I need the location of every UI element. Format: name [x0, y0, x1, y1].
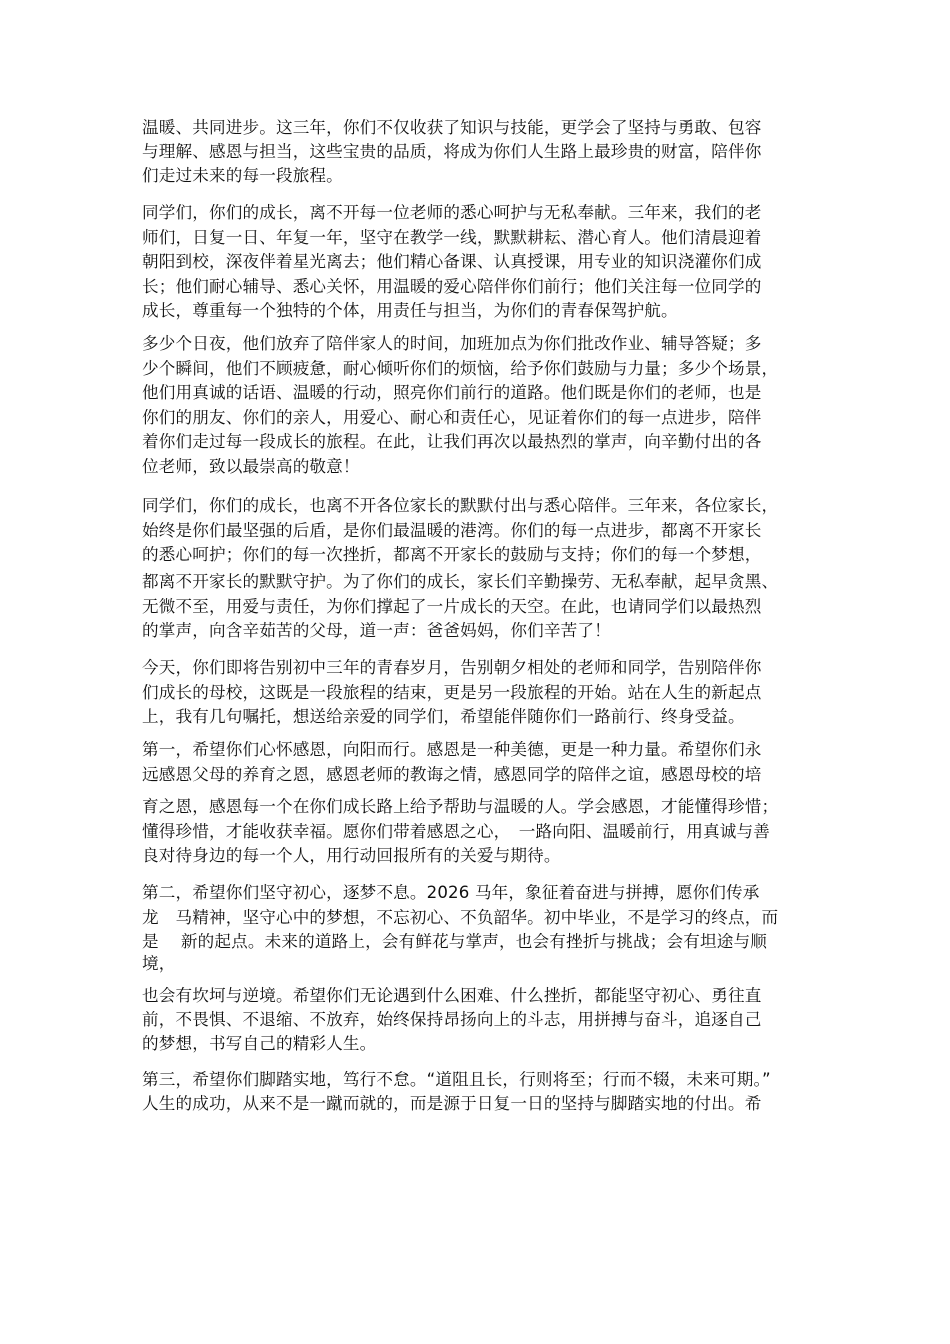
text-line: 长；他们耐心辅导、悉心关怀，用温暖的爱心陪伴你们前行；他们关注每一位同学的: [142, 277, 762, 296]
text-line: 同学们，你们的成长，离不开每一位老师的悉心呵护与无私奉献。三年来，我们的老: [142, 203, 762, 222]
text-line: 人生的成功，从来不是一蹴而就的，而是源于日复一日的坚持与脚踏实地的付出。希: [142, 1094, 762, 1113]
text-line: 的悉心呵护；你们的每一次挫折，都离不开家长的鼓励与支持；你们的每一个梦想，: [142, 545, 762, 564]
text-line: 远感恩父母的养育之恩，感恩老师的教诲之情，感恩同学的陪伴之谊，感恩母校的培: [142, 765, 762, 784]
text-line: 前，不畏惧、不退缩、不放弃，始终保持昂扬向上的斗志，用拼搏与奋斗，追逐自己: [142, 1010, 762, 1029]
text-line: 同学们，你们的成长，也离不开各位家长的默默付出与悉心陪伴。三年来，各位家长，: [142, 496, 779, 515]
text-line: 你们的朋友、你们的亲人，用爱心、耐心和责任心，见证着你们的每一点进步，陪伴: [142, 408, 762, 427]
text-line: 今天，你们即将告别初中三年的青春岁月，告别朝夕相处的老师和同学，告别陪伴你: [142, 658, 762, 677]
text-line: 始终是你们最坚强的后盾，是你们最温暖的港湾。你们的每一点进步，都离不开家长: [142, 521, 762, 540]
text-line: 他们用真诚的话语、温暖的行动，照亮你们前行的道路。他们既是你们的老师，也是: [142, 383, 762, 402]
text-line: 成长，尊重每一个独特的个体，用责任与担当，为你们的青春保驾护航。: [142, 301, 678, 320]
text-line: 们成长的母校，这既是一段旅程的结束，更是另一段旅程的开始。站在人生的新起点: [142, 683, 762, 702]
text-line: 的掌声，向含辛茹苦的父母，道一声：爸爸妈妈，你们辛苦了！: [142, 621, 611, 640]
text-line: 着你们走过每一段成长的旅程。在此，让我们再次以最热烈的掌声，向辛勤付出的各: [142, 432, 762, 451]
text-line: 与理解、感恩与担当，这些宝贵的品质，将成为你们人生路上最珍贵的财富，陪伴你: [142, 142, 762, 161]
text-line: 第三，希望你们脚踏实地，笃行不怠。“道阻且长，行则将至；行而不辍，未来可期。”: [142, 1070, 771, 1089]
text-line: 龙 马精神，坚守心中的梦想，不忘初心、不负韶华。初中毕业，不是学习的终点，而: [142, 908, 779, 927]
text-line: 是 新的起点。未来的道路上，会有鲜花与掌声，也会有挫折与挑战；会有坦途与顺: [142, 932, 767, 951]
text-line: 无微不至，用爱与责任，为你们撑起了一片成长的天空。在此，也请同学们以最热烈: [142, 597, 762, 616]
text-line: 的梦想，书写自己的精彩人生。: [142, 1034, 377, 1053]
text-line: 上，我有几句嘱托，想送给亲爱的同学们，希望能伴随你们一路前行、终身受益。: [142, 707, 745, 726]
text-line: 温暖、共同进步。这三年，你们不仅收获了知识与技能，更学会了坚持与勇敢、包容: [142, 118, 762, 137]
text-line: 境，: [142, 954, 176, 973]
text-line: 少个瞬间，他们不顾疲惫，耐心倾听你们的烦恼，给予你们鼓励与力量；多少个场景，: [142, 359, 779, 378]
text-line: 位老师，致以最崇高的敬意！: [142, 457, 360, 476]
text-line: 也会有坎坷与逆境。希望你们无论遇到什么困难、什么挫折，都能坚守初心、勇往直: [142, 986, 762, 1005]
text-line: 多少个日夜，他们放弃了陪伴家人的时间，加班加点为你们批改作业、辅导答疑；多: [142, 334, 762, 353]
text-line: 良对待身边的每一个人，用行动回报所有的关爱与期待。: [142, 846, 561, 865]
text-line: 都离不开家长的默默守护。为了你们的成长，家长们辛勤操劳、无私奉献，起早贪黑、: [142, 572, 779, 591]
text-line: 懂得珍惜，才能收获幸福。愿你们带着感恩之心， 一路向阳、温暖前行，用真诚与善: [142, 822, 770, 841]
text-line: 朝阳到校，深夜伴着星光离去；他们精心备课、认真授课，用专业的知识浇灌你们成: [142, 252, 762, 271]
text-line: 们走过未来的每一段旅程。: [142, 166, 343, 185]
text-line: 师们，日复一日、年复一年，坚守在教学一线，默默耕耘、潜心育人。他们清晨迎着: [142, 228, 762, 247]
text-line: 第一，希望你们心怀感恩，向阳而行。感恩是一种美德，更是一种力量。希望你们永: [142, 740, 762, 759]
text-line: 第二，希望你们坚守初心，逐梦不息。2026 马年，象征着奋进与拼搏，愿你们传承: [142, 883, 760, 902]
text-line: 育之恩，感恩每一个在你们成长路上给予帮助与温暖的人。学会感恩，才能懂得珍惜；: [142, 797, 779, 816]
